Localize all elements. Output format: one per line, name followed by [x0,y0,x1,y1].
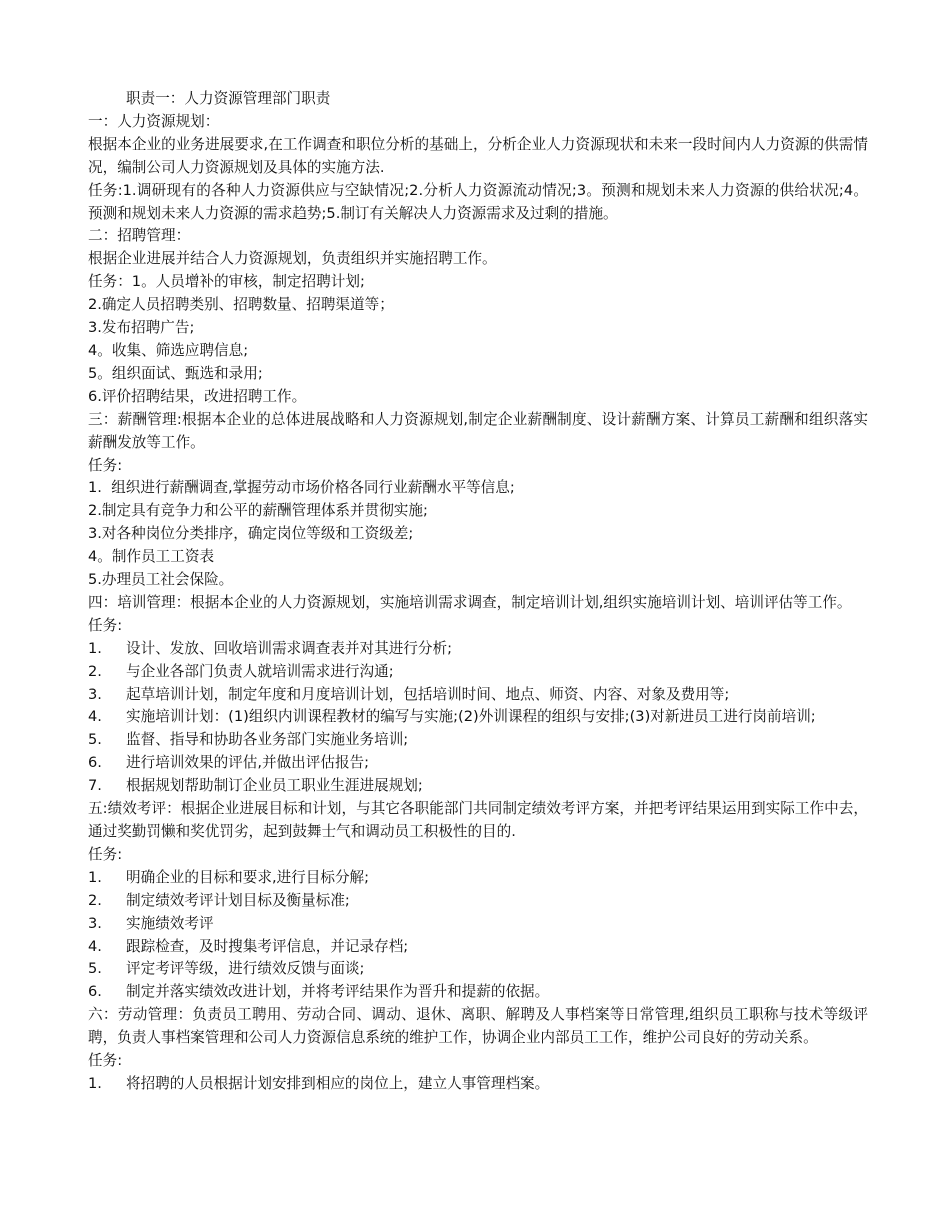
section-2-task-line: 任务：1。人员增补的审核，制定招聘计划; [88,273,365,291]
list-item-number: 5. [88,731,102,749]
list-item-text: 制定绩效考评计划目标及衡量标准; [126,891,350,909]
section-3-task-line: 4。制作员工工资表 [88,548,215,566]
section-5-list-item [88,890,868,913]
section-1-heading: 一：人力资源规划： [88,112,220,130]
section-6-task-label: 任务: [88,1052,123,1070]
list-item-number: 3. [88,914,102,932]
list-item-text: 起草培训计划，制定年度和月度培训计划，包括培训时间、地点、师资、内容、对象及费用等; [126,685,730,703]
section-3-task-line: 5.办理员工社会保险。 [88,571,234,589]
list-item-text: 根据规划帮助制订企业员工职业生涯进展规划; [126,777,423,795]
section-4-list-item [88,729,868,752]
section-3-task-line: 3.对各种岗位分类排序，确定岗位等级和工资级差; [88,525,414,543]
list-item-text: 与企业各部门负责人就培训需求进行沟通; [126,662,394,680]
list-item-text: 评定考评等级，进行绩效反馈与面谈; [126,960,365,978]
section-2-task-line: 4。收集、筛选应聘信息; [88,341,249,359]
section-1-paragraph: 根据本企业的业务进展要求,在工作调查和职位分析的基础上，分析企业人力资源现状和未来一段时间内人力资源的供需情况，编制公司人力资源规划及具体的实施方法. [88,135,868,176]
list-item-number: 6. [88,983,102,1001]
list-item-number: 4. [88,937,102,955]
section-5-list-item [88,981,868,1004]
section-4-list-item [88,706,868,729]
list-item-text: 将招聘的人员根据计划安排到相应的岗位上，建立人事管理档案。 [126,1074,550,1092]
section-5-task-label: 任务: [88,845,123,863]
section-5-list-item [88,958,868,981]
section-2-task-line: 3.发布招聘广告; [88,319,195,337]
list-item-number: 5. [88,960,102,978]
document-title: 职责一：人力资源管理部门职责 [126,90,331,107]
section-3-task-line: 2.制定具有竞争力和公平的薪酬管理体系并贯彻实施; [88,502,428,520]
list-item-text: 实施绩效考评 [126,914,214,932]
section-4-list-item [88,752,868,775]
section-2-task-line: 2.确定人员招聘类别、招聘数量、招聘渠道等； [88,296,394,314]
document-page [88,88,868,1096]
section-3-task-label: 任务: [88,456,123,474]
list-item-number: 7. [88,777,102,795]
section-4-list-item [88,638,868,661]
section-2-heading: 二：招聘管理： [88,227,191,245]
section-5-list-item [88,867,868,890]
section-2-task-line: 5。组织面试、甄选和录用; [88,364,263,382]
list-item-text: 跟踪检查，及时搜集考评信息，并记录存档; [126,937,409,955]
list-item-text: 制定并落实绩效改进计划，并将考评结果作为晋升和提薪的依据。 [126,983,550,1001]
section-4-paragraph: 四：培训管理：根据本企业的人力资源规划，实施培训需求调查，制定培训计划,组织实施培训计划、培训评估等工作。 [88,593,852,611]
section-3-paragraph: 三：薪酬管理:根据本企业的总体进展战略和人力资源规划,制定企业薪酬制度、设计薪酬方案、计算员工薪酬和组织落实薪酬发放等工作。 [88,410,868,451]
section-5-list-item [88,936,868,959]
section-4-list-item [88,684,868,707]
section-4-task-label: 任务: [88,616,123,634]
section-6-list-item [88,1073,868,1096]
list-item-text: 明确企业的目标和要求,进行目标分解; [126,868,370,886]
section-1-tasks: 任务:1.调研现有的各种人力资源供应与空缺情况;2.分析人力资源流动情况;3。预测和规划未来人力资源的供给状况;4。预测和规划未来人力资源的需求趋势;5.制订有关解决人力资源需求及过剩的措施。 [88,181,868,222]
list-item-text: 实施培训计划：(1)组织内训课程教材的编写与实施;(2)外训课程的组织与安排;(3)对新进员工进行岗前培训; [126,708,816,726]
section-2-paragraph: 根据企业进展并结合人力资源规划，负责组织并实施招聘工作。 [88,250,497,268]
list-item-text: 进行培训效果的评估,并做出评估报告; [126,754,370,772]
list-item-number: 4. [88,708,102,726]
list-item-number: 3. [88,685,102,703]
section-4-list-item [88,661,868,684]
section-4-list-item [88,775,868,798]
list-item-number: 1. [88,1074,102,1092]
list-item-number: 2. [88,891,102,909]
list-item-number: 1. [88,639,102,657]
section-6-paragraph: 六：劳动管理：负责员工聘用、劳动合同、调动、退休、离职、解聘及人事档案等日常管理,组织员工职称与技术等级评聘，负责人事档案管理和公司人力资源信息系统的维护工作，协调企业内部员工工作，维护公司良好的劳动关系。 [88,1006,868,1047]
section-5-paragraph: 五:绩效考评：根据企业进展目标和计划，与其它各职能部门共同制定绩效考评方案，并把考评结果运用到实际工作中去，通过奖勤罚懒和奖优罚劣，起到鼓舞士气和调动员工积极性的目的. [88,800,868,840]
section-5-list-item [88,913,868,936]
section-2-task-line: 6.评价招聘结果，改进招聘工作。 [88,387,307,405]
list-item-number: 2. [88,662,102,680]
list-item-number: 6. [88,754,102,772]
list-item-text: 监督、指导和协助各业务部门实施业务培训; [126,731,409,749]
list-item-number: 1. [88,868,102,886]
list-item-text: 设计、发放、回收培训需求调查表并对其进行分析; [126,639,452,657]
section-3-task-line: 1. 组织进行薪酬调查,掌握劳动市场价格各同行业薪酬水平等信息; [88,479,515,497]
